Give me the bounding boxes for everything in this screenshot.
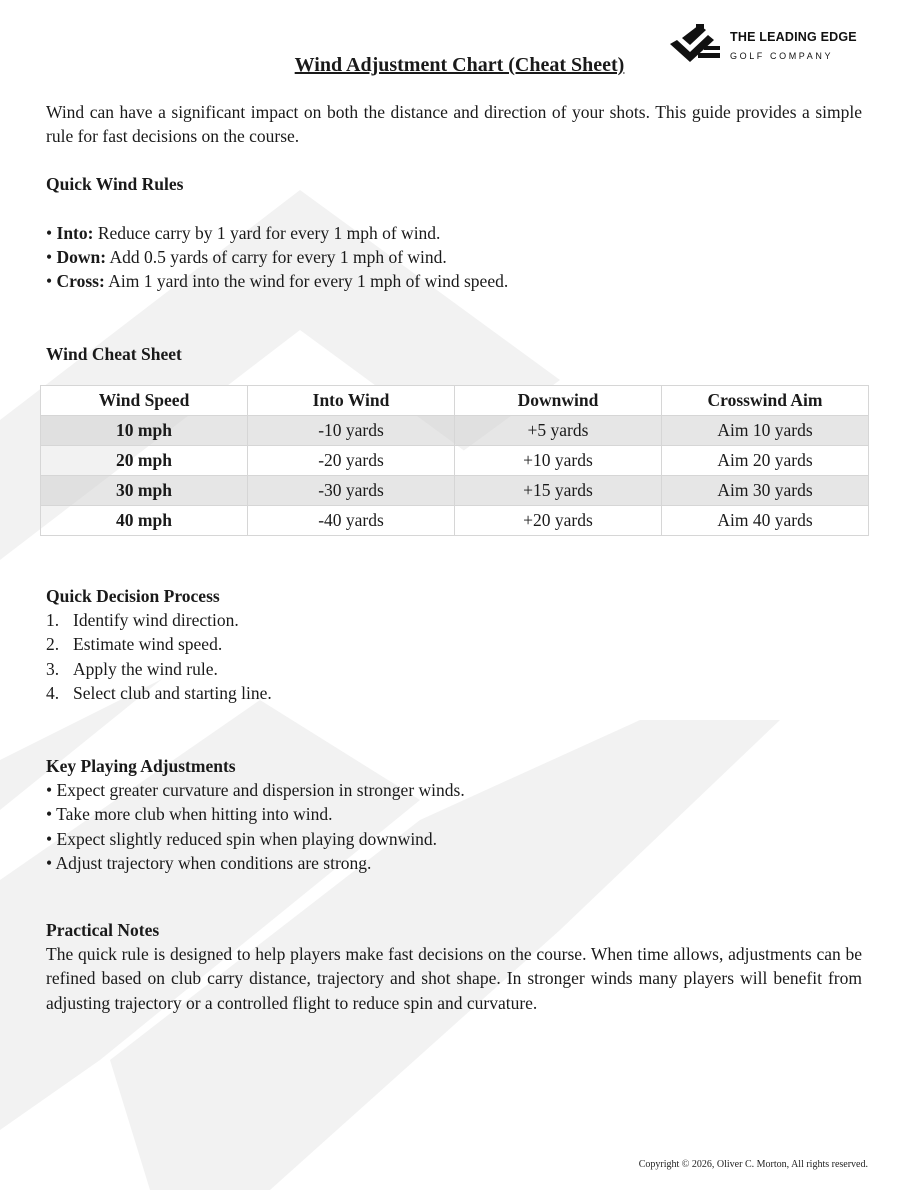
practical-notes-paragraph: The quick rule is designed to help players make fast decisions on the course. When time allows, adjustments can be refined based on club carry distance, trajectory and shot shape. In stronger winds many players will benefit from adjusting trajectory or a controlled flight to reduce spin and curvature. [46,944,862,1013]
list-item: • Expect slightly reduced spin when playing downwind. [46,828,438,849]
list-item [46,632,272,656]
logo-company-name: THE LEADING EDGE [730,30,857,44]
rule-text: Aim 1 yard into the wind for every 1 mph of wind speed. [104,271,509,291]
list-item: • Adjust trajectory when conditions are strong. [46,852,372,873]
bullet: • [46,223,53,243]
rule-label: Cross: [56,271,105,291]
cell-into-wind: -20 yards [248,446,455,476]
cell-downwind: +20 yards [455,506,662,536]
decision-process-heading: Quick Decision Process [46,586,220,606]
list-item [46,608,272,632]
cell-crosswind-aim: Aim 30 yards [662,476,869,506]
table-row [41,506,869,536]
cell-wind-speed: 20 mph [41,446,248,476]
key-adjustments-heading: Key Playing Adjustments [46,756,236,776]
cell-into-wind: -10 yards [248,416,455,446]
quick-rules-list [46,221,866,293]
cell-crosswind-aim: Aim 10 yards [662,416,869,446]
decision-steps-list [46,608,272,705]
cell-downwind: +5 yards [455,416,662,446]
step-text: Select club and starting line. [73,682,272,703]
cell-wind-speed: 30 mph [41,476,248,506]
key-adjustments-list [46,778,465,875]
column-header-into-wind: Into Wind [248,386,455,416]
list-item [46,681,272,705]
cell-into-wind: -40 yards [248,506,455,536]
rule-item [46,221,866,245]
rule-item [46,269,866,293]
cheat-sheet-heading: Wind Cheat Sheet [46,344,182,364]
cell-crosswind-aim: Aim 20 yards [662,446,869,476]
quick-rules-heading: Quick Wind Rules [46,174,184,194]
step-number: 1. [46,610,60,630]
cell-wind-speed: 10 mph [41,416,248,446]
cell-into-wind: -30 yards [248,476,455,506]
rule-item [46,245,866,269]
step-text: Estimate wind speed. [73,634,223,655]
rule-text: Reduce carry by 1 yard for every 1 mph of wind. [93,223,441,243]
column-header-wind-speed: Wind Speed [41,386,248,416]
step-number: 2. [46,634,60,655]
column-header-downwind: Downwind [455,386,662,416]
table-header-row [41,386,869,416]
step-number: 3. [46,658,60,679]
cell-crosswind-aim: Aim 40 yards [662,506,869,536]
rule-label: Down: [56,247,107,267]
step-number: 4. [46,682,60,703]
practical-notes-heading: Practical Notes [46,920,160,940]
list-item: • Expect greater curvature and dispersion in stronger winds. [46,780,465,800]
wind-cheat-sheet-table [40,385,869,536]
table-row [41,416,869,446]
rule-label: Into: [56,223,94,243]
step-text: Identify wind direction. [73,610,239,630]
cell-wind-speed: 40 mph [41,506,248,536]
list-item [46,657,272,681]
intro-paragraph: Wind can have a significant impact on both the distance and direction of your shots. This guide provides a simple rule for fast decisions on the course. [46,102,862,146]
cell-downwind: +10 yards [455,446,662,476]
rule-text: Add 0.5 yards of carry for every 1 mph of wind. [106,247,447,267]
logo-company-subtitle: GOLF COMPANY [730,51,834,61]
column-header-crosswind-aim: Crosswind Aim [662,386,869,416]
table-row [41,446,869,476]
list-item: • Take more club when hitting into wind. [46,804,333,825]
page-title: Wind Adjustment Chart (Cheat Sheet) [294,54,625,76]
bullet: • [46,271,53,291]
step-text: Apply the wind rule. [73,658,218,679]
table-row [41,476,869,506]
cell-downwind: +15 yards [455,476,662,506]
copyright-notice: Copyright © 2026, Oliver C. Morton, All rights reserved. [638,1159,868,1170]
bullet: • [46,247,53,267]
